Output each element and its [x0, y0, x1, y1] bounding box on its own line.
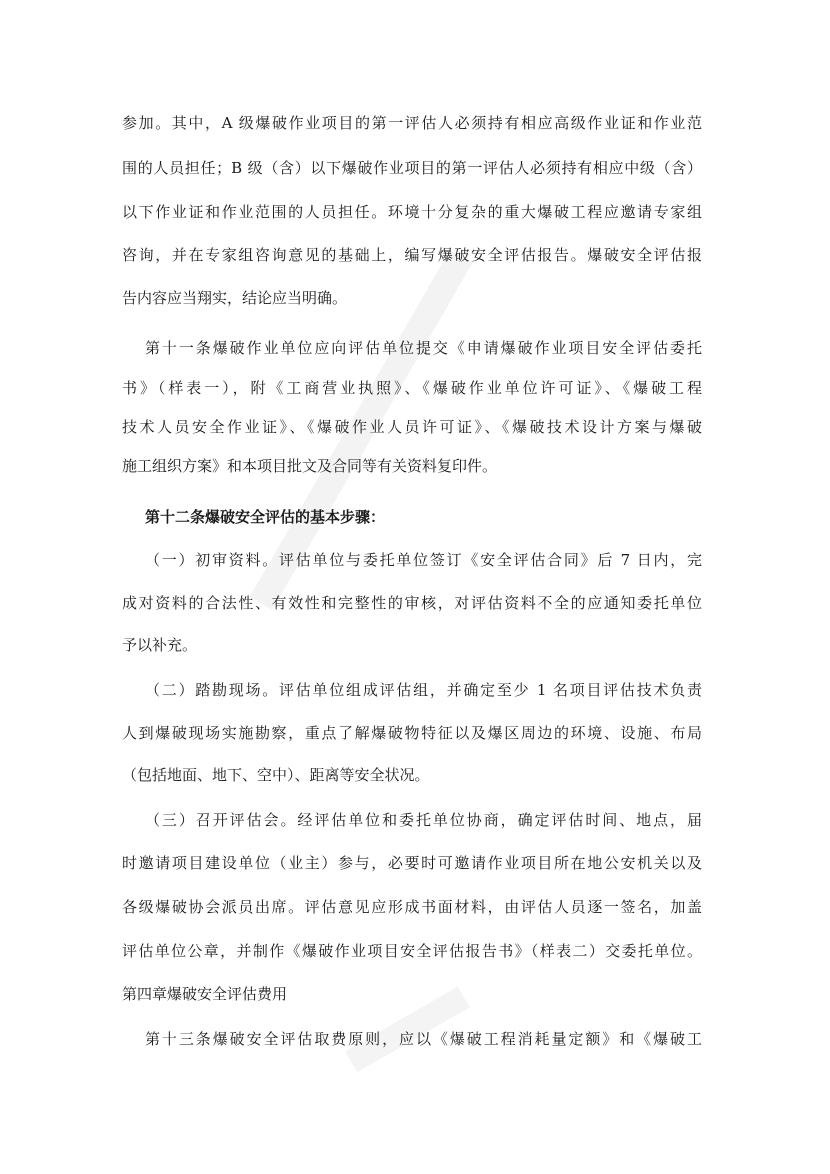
text-line: 施工组织方案》和本项目批文及合同等有关资料复印件。	[122, 457, 498, 475]
text-line: （包括地面、地下、空中）、距离等安全状况。	[122, 766, 430, 784]
text-line: 参加。其中，A 级爆破作业项目的第一评估人必须持有相应高级作业证和作业范	[122, 114, 702, 132]
text-line: 书》（样表一），附《工商营业执照》、《爆破作业单位许可证》、《爆破工程	[122, 379, 702, 397]
text-line: 评估单位公章，并制作《爆破作业项目安全评估报告书》（样表二）交委托单位。	[122, 942, 702, 960]
text-line: 各级爆破协会派员出席。评估意见应形成书面材料，由评估人员逐一签名，加盖	[122, 898, 702, 916]
text-line: 时邀请项目建设单位（业主）参与，必要时可邀请作业项目所在地公安机关以及	[122, 854, 702, 872]
text-line: （三）召开评估会。经评估单位和委托单位协商，确定评估时间、地点，届	[145, 811, 702, 829]
text-line: （一）初审资料。评估单位与委托单位签订《安全评估合同》后 7 日内，完	[145, 551, 702, 569]
text-line: 技术人员安全作业证》、《爆破作业人员许可证》、《爆破技术设计方案与爆破	[122, 418, 702, 436]
text-line: 予以补充。	[122, 636, 198, 654]
text-line: 人到爆破现场实施勘察，重点了解爆破物特征以及爆区周边的环境、设施、布局	[122, 724, 702, 742]
text-line: 咨询，并在专家组咨询意见的基础上，编写爆破安全评估报告。爆破安全评估报	[122, 246, 702, 264]
text-line: 第十一条爆破作业单位应向评估单位提交《申请爆破作业项目安全评估委托	[145, 339, 702, 357]
watermark-stroke	[345, 986, 525, 1167]
article-12-heading: 第十二条爆破安全评估的基本步骤：	[145, 508, 386, 526]
text-line: 围的人员担任；B 级（含）以下爆破作业项目的第一评估人必须持有相应中级（含）	[122, 159, 702, 177]
text-line: 成对资料的合法性、有效性和完整性的审核，对评估资料不全的应通知委托单位	[122, 594, 702, 612]
text-line: 以下作业证和作业范围的人员担任。环境十分复杂的重大爆破工程应邀请专家组	[122, 203, 702, 221]
chapter-4-heading: 第四章爆破安全评估费用	[122, 985, 288, 1003]
text-line: 告内容应当翔实，结论应当明确。	[122, 289, 348, 307]
text-line: （二）踏勘现场。评估单位组成评估组，并确定至少 1 名项目评估技术负责	[145, 681, 702, 699]
paragraph-article-13: 第十三条爆破安全评估取费原则，应以《爆破工程消耗量定额》和《爆破工	[145, 1030, 702, 1048]
